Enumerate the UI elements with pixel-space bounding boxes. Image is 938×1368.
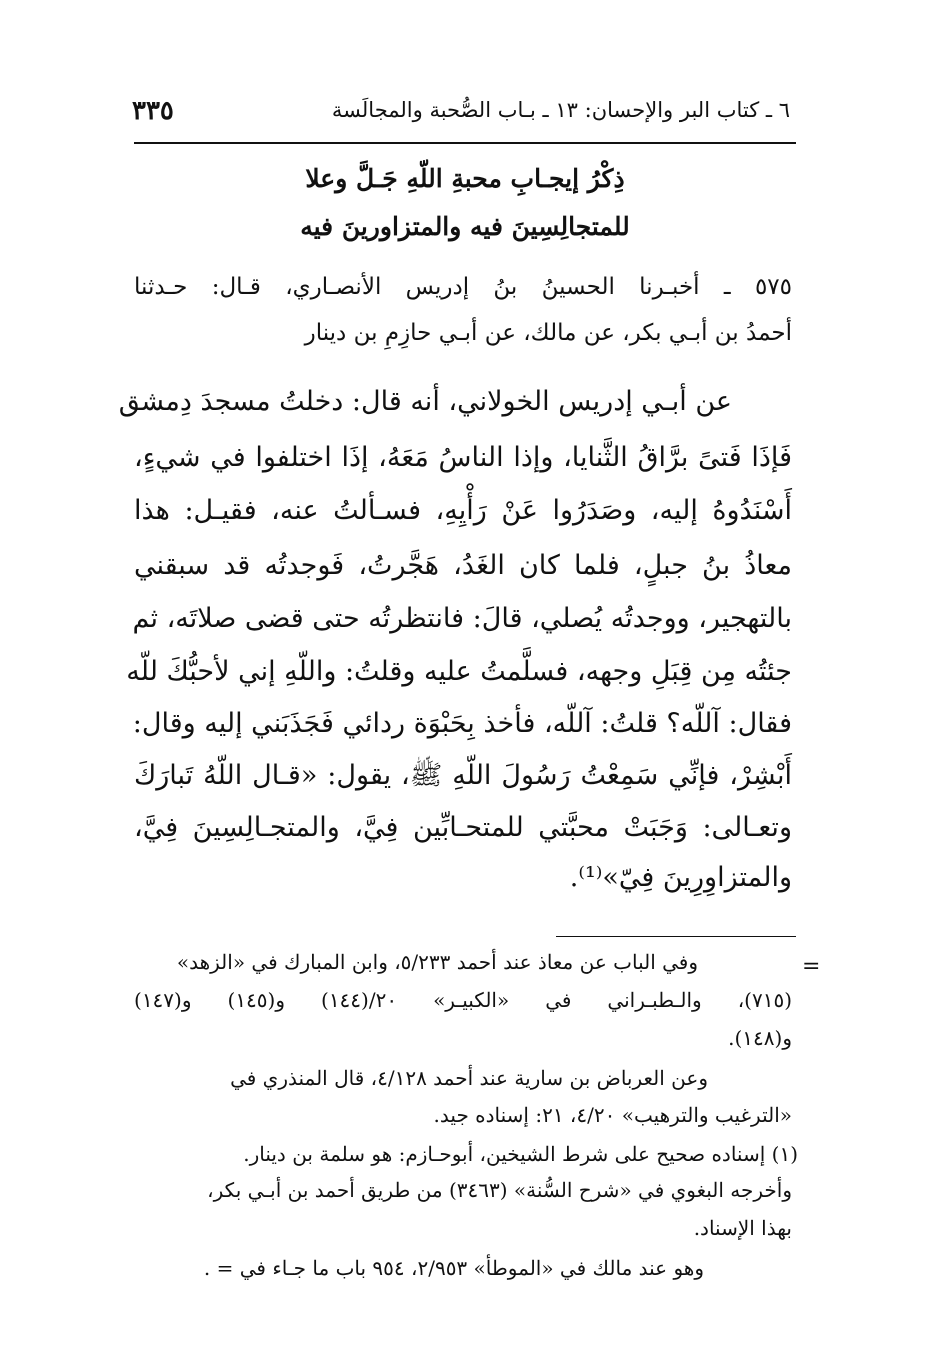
- header-rule: [134, 142, 796, 144]
- footnote-line: وهو عند مالك في «الموطأ» ٢/٩٥٣، ٩٥٤ باب ما جـاء في = .: [203, 1256, 704, 1280]
- hadith-line: معاذُ بنُ جبلٍ، فلما كان الغَدُ، هَجَّرتُ، فَوجدتُه قد سبقني: [134, 550, 792, 581]
- section-heading-line1: ذِكْرُ إيجـابِ محبةِ اللّهِ جَـلَّ وعلا: [305, 164, 625, 193]
- hadith-line: أَسْنَدُوهُ إليه، وصَدَرُوا عَنْ رَأْيِهِ، فسـألتُ عنه، فقيـل: هذا: [134, 495, 792, 526]
- hadith-line: جئتُه مِن قِبَلِ وجهه، فسلَّمتُ عليه وقلتُ: واللّهِ إني لأحبُّكَ للّه: [126, 656, 792, 687]
- section-heading-line2: للمتجالِسِينَ فيه والمتزاورينَ فيه: [300, 212, 630, 241]
- footnote-line: وأخرجه البغوي في «شرح السُّنة» (٣٤٦٣) من طريق أحمد بن أبـي بكر،: [207, 1178, 792, 1202]
- hadith-line: فَإذَا فَتىً برَّاقُ الثَّنايا، وإذا الناسُ مَعَهُ، إذَا اختلفوا في شيءٍ،: [134, 442, 792, 473]
- isnad-line-2: أحمدُ بن أبـي بكر، عن مالك، عن أبـي حازِمِ بن دينار: [304, 320, 792, 346]
- footnote-line: (١) إسناده صحيح على شرط الشيخين، أبوحـازم: هو سلمة بن دينار.: [243, 1142, 798, 1166]
- isnad-line-1: ٥٧٥ ـ أخبـرنا الحسينُ بنُ إدريس الأنصـاري، قـال: حـدثنا: [134, 274, 792, 300]
- hadith-line: وتعـالى: وَجَبَتْ محبَّتي للمتحـابِّين فِيَّ، والمتجـالِسِينَ فِيَّ،: [134, 812, 792, 843]
- hadith-line: والمتزاوِرِينَ فِيّ»⁽¹⁾.: [569, 862, 792, 893]
- footnote-separator: [556, 936, 796, 937]
- footnote-line: بهذا الإسناد.: [693, 1216, 792, 1240]
- page-number: ٣٣٥: [132, 96, 174, 126]
- footnote-line: و(١٤٨).: [728, 1026, 792, 1050]
- footnote-line: وفي الباب عن معاذ عند أحمد ٥/٢٣٣، وابن المبارك في «الزهد»: [176, 950, 698, 974]
- running-title: ٦ ـ كتاب البر والإحسان: ١٣ ـ بـاب الصُّحبة والمجالَسة: [331, 98, 790, 122]
- footnote-line: «الترغيب والترهيب» ٤/٢٠، ٢١: إسناده جيد.: [433, 1103, 792, 1127]
- footnote-line: وعن العرباض بن سارية عند أحمد ٤/١٢٨، قال المنذري في: [230, 1066, 708, 1090]
- footnote-line: (٧١٥)، والـطبـراني في «الكبيـر» ٢٠/(١٤٤) و(١٤٥) و(١٤٧): [134, 988, 793, 1012]
- hadith-line: فقال: آللّه؟ قلتُ: آللّه، فأخذ بِحَبْوَة ردائي فَجَذَبَني إليه وقال:: [132, 708, 792, 739]
- hadith-line: عن أبـي إدريس الخولاني، أنه قال: دخلتُ مسجدَ دِمشق: [118, 386, 732, 417]
- hadith-line: بالتهجير، ووجدتُه يُصلي، قالَ: فانتظرتُه حتى قضى صلاتَه، ثم: [132, 603, 792, 634]
- continuation-mark: =: [802, 954, 821, 979]
- hadith-line: أَبْشِرْ، فإنِّي سَمِعْتُ رَسُولَ اللّهِ ﷺ، يقول: «قـال اللّهُ تَبارَكَ: [134, 760, 792, 791]
